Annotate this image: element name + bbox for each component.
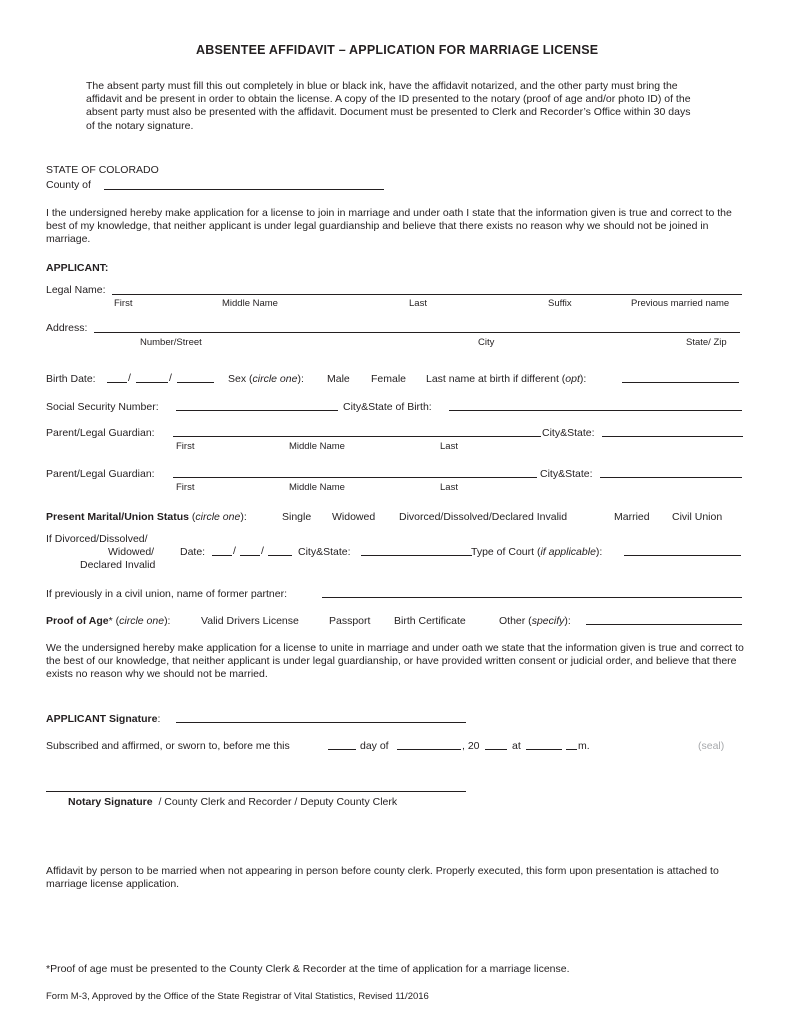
birth-date-label: Birth Date: [46, 373, 96, 385]
court-type-label: Type of Court (if applicable): [471, 546, 603, 558]
legal-name-label: Legal Name: [46, 284, 106, 296]
guardian-2-last-caption: Last [440, 482, 458, 493]
divorced-date-slash: / [233, 545, 236, 557]
birth-date-slash: / [169, 372, 172, 384]
divorced-date-slash: / [261, 545, 264, 557]
county-label: County of [46, 179, 91, 191]
year-prefix-label: , 20 [462, 740, 480, 752]
marital-status-label: Present Marital/Union Status (circle one): [46, 511, 247, 523]
ssn-field[interactable] [176, 410, 338, 411]
marital-option-married[interactable]: Married [614, 511, 650, 523]
joint-oath-paragraph: We the undersigned hereby make application for a license to unite in marriage and under oath we state that the information given is true and correct to the best of our knowledge, that neither applicant is under legal guardianship, or have provided written consent or judicial order, and believe that there exists no reason why we should not be married. [46, 642, 744, 681]
proof-option-passport[interactable]: Passport [329, 615, 371, 627]
day-of-label: day of [360, 740, 389, 752]
affidavit-note: Affidavit by person to be married when not appearing in person before county clerk. Properly executed, this form upon presentation is attached to marriage license application. [46, 865, 719, 891]
divorced-city-state-field[interactable] [361, 555, 472, 556]
at-label: at [512, 740, 521, 752]
civil-union-partner-label: If previously in a civil union, name of former partner: [46, 588, 288, 600]
guardian-2-city-state-label: City&State: [540, 468, 593, 480]
m-label: m. [578, 740, 590, 752]
city-state-birth-field[interactable] [449, 410, 742, 411]
guardian-2-first-caption: First [176, 482, 195, 493]
proof-other-field[interactable] [586, 624, 742, 625]
proof-of-age-label: Proof of Age* (circle one): [46, 615, 171, 627]
applicant-signature-field[interactable] [176, 722, 466, 723]
sex-option-male[interactable]: Male [327, 373, 350, 385]
applicant-heading: APPLICANT: [46, 262, 109, 274]
birth-date-slash: / [128, 372, 131, 384]
address-field[interactable] [94, 332, 740, 333]
form-identifier: Form M-3, Approved by the Office of the State Registrar of Vital Statistics, Revised 11/2016 [46, 991, 429, 1002]
notary-signature-field[interactable] [46, 791, 466, 792]
last-name-at-birth-label: Last name at birth if different (opt): [426, 373, 587, 385]
guardian-1-last-caption: Last [440, 441, 458, 452]
civil-union-partner-field[interactable] [322, 597, 742, 598]
sworn-day-field[interactable] [328, 749, 356, 750]
address-city-caption: City [478, 337, 495, 348]
guardian-2-middle-caption: Middle Name [289, 482, 345, 493]
instructions-paragraph: The absent party must fill this out completely in blue or black ink, have the affidavit notarized, and the other party must bring the affidavit and be present in order to obtain the license. A copy of the ID presented to the notary (proof of age and/or photo ID) of the absent party must also be presented with the affidavit. Document must be presented to Clerk and Recorder’s Office within 30 days of the notary signature. [86, 80, 691, 132]
birth-month-field[interactable] [107, 382, 127, 383]
address-state-zip-caption: State/ Zip [686, 337, 727, 348]
divorced-label-line-2: Widowed/ [108, 546, 155, 558]
proof-option-drivers-license[interactable]: Valid Drivers License [201, 615, 299, 627]
state-label: STATE OF COLORADO [46, 164, 159, 176]
proof-other-label: Other (specify): [499, 615, 571, 627]
guardian-1-middle-caption: Middle Name [289, 441, 345, 452]
divorced-day-field[interactable] [240, 555, 260, 556]
divorced-date-label: Date: [180, 546, 206, 558]
address-label: Address: [46, 322, 88, 334]
seal-placeholder: (seal) [698, 740, 725, 752]
legal-name-previous-caption: Previous married name [631, 298, 730, 309]
sworn-year-field[interactable] [485, 749, 507, 750]
sworn-am-pm-field[interactable] [566, 749, 577, 750]
legal-name-middle-caption: Middle Name [222, 298, 278, 309]
form-title: ABSENTEE AFFIDAVIT – APPLICATION FOR MARRIAGE LICENSE [196, 43, 599, 57]
court-type-field[interactable] [624, 555, 741, 556]
sex-option-female[interactable]: Female [371, 373, 407, 385]
guardian-2-name-field[interactable] [173, 477, 537, 478]
notary-signature-caption: Notary Signature / County Clerk and Recorder / Deputy County Clerk [68, 796, 398, 808]
marital-option-widowed[interactable]: Widowed [332, 511, 376, 523]
proof-option-birth-certificate[interactable]: Birth Certificate [394, 615, 466, 627]
legal-name-last-caption: Last [409, 298, 427, 309]
marital-option-divorced[interactable]: Divorced/Dissolved/Declared Invalid [399, 511, 568, 523]
guardian-1-label: Parent/Legal Guardian: [46, 427, 155, 439]
guardian-1-city-state-label: City&State: [542, 427, 595, 439]
divorced-year-field[interactable] [268, 555, 292, 556]
guardian-2-label: Parent/Legal Guardian: [46, 468, 155, 480]
applicant-signature-label: APPLICANT Signature: [46, 713, 161, 725]
guardian-1-first-caption: First [176, 441, 195, 452]
sworn-time-field[interactable] [526, 749, 562, 750]
ssn-label: Social Security Number: [46, 401, 159, 413]
address-street-caption: Number/Street [140, 337, 202, 348]
legal-name-suffix-caption: Suffix [548, 298, 572, 309]
divorced-label-line-3: Declared Invalid [80, 559, 156, 571]
divorced-month-field[interactable] [212, 555, 232, 556]
sex-label: Sex (circle one): [228, 373, 304, 385]
marital-option-civil-union[interactable]: Civil Union [672, 511, 723, 523]
guardian-1-name-field[interactable] [173, 436, 541, 437]
city-state-birth-label: City&State of Birth: [343, 401, 432, 413]
legal-name-field[interactable] [112, 294, 742, 295]
legal-name-first-caption: First [114, 298, 133, 309]
birth-year-field[interactable] [177, 382, 214, 383]
divorced-city-state-label: City&State: [298, 546, 351, 558]
sworn-month-field[interactable] [397, 749, 461, 750]
last-name-at-birth-field[interactable] [622, 382, 739, 383]
sworn-statement: Subscribed and affirmed, or sworn to, before me this [46, 740, 290, 752]
divorced-label-line-1: If Divorced/Dissolved/ [46, 533, 148, 545]
guardian-2-city-state-field[interactable] [600, 477, 742, 478]
guardian-1-city-state-field[interactable] [602, 436, 743, 437]
marital-option-single[interactable]: Single [282, 511, 312, 523]
birth-day-field[interactable] [136, 382, 168, 383]
proof-of-age-footnote: *Proof of age must be presented to the County Clerk & Recorder at the time of application for a marriage license. [46, 963, 570, 975]
county-field[interactable] [104, 189, 384, 190]
oath-paragraph: I the undersigned hereby make application for a license to join in marriage and under oath I state that the information given is true and correct to the best of my knowledge, that neither applicant is under legal guardianship and believe that there exists no reason why we should not be joined in marriage. [46, 207, 732, 246]
